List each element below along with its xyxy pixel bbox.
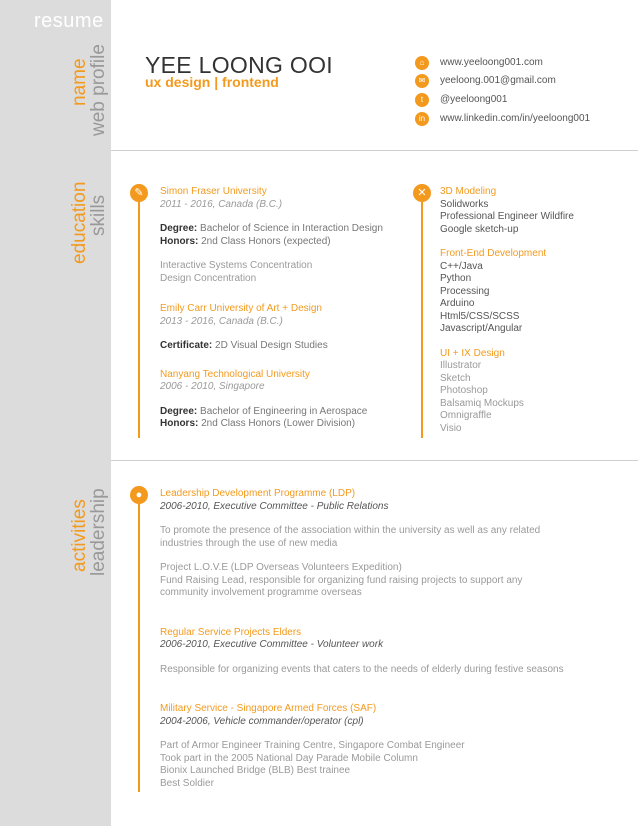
contact-web-text[interactable]: www.yeeloong001.com bbox=[440, 57, 543, 68]
concentration: Design Concentration bbox=[160, 272, 257, 284]
school-dates: 2006 - 2010, Singapore bbox=[160, 381, 265, 392]
degree: Bachelor of Science in Interaction Design bbox=[200, 223, 383, 234]
side-label-leadership: leadership bbox=[88, 488, 109, 576]
school-name: Simon Fraser University bbox=[160, 186, 267, 197]
twitter-icon: t bbox=[415, 93, 429, 107]
skills-list bbox=[440, 186, 630, 435]
skill-item: Sketch bbox=[440, 372, 471, 384]
contact-twitter-text[interactable]: @yeeloong001 bbox=[440, 94, 508, 105]
side-label-skills: skills bbox=[88, 194, 109, 236]
concentration: Interactive Systems Concentration bbox=[160, 260, 313, 271]
contact-email-text[interactable]: yeeloong.001@gmail.com bbox=[440, 75, 556, 86]
honors: 2nd Class Honors (Lower Division) bbox=[201, 418, 356, 429]
degree: Bachelor of Engineering in Aerospace bbox=[200, 405, 368, 417]
skill-item: Javascript/Angular bbox=[440, 323, 523, 334]
activity-desc: Took part in the 2005 National Day Parade Mobile Column bbox=[160, 752, 418, 764]
skill-item: Html5/CSS/SCSS bbox=[440, 310, 520, 322]
web-icon: ⌂ bbox=[415, 56, 429, 70]
activity-title: Leadership Development Programme (LDP) bbox=[160, 488, 356, 499]
linkedin-icon: in bbox=[415, 112, 429, 126]
activity-project: community involvement programme overseas bbox=[160, 587, 362, 598]
email-icon: ✉ bbox=[415, 74, 429, 88]
activity-role: 2006-2010, Executive Committee - Public Relations bbox=[160, 500, 389, 512]
skill-item: Photoshop bbox=[440, 385, 488, 396]
divider-2 bbox=[111, 460, 638, 461]
activity-role: 2006-2010, Executive Committee - Volunteer work bbox=[160, 639, 384, 650]
skills-line bbox=[421, 184, 423, 438]
skill-group-title: 3D Modeling bbox=[440, 186, 497, 197]
skill-item: Python bbox=[440, 273, 472, 284]
activities-list bbox=[160, 488, 630, 790]
skill-group-title: Front-End Development bbox=[440, 248, 547, 259]
education-list: Simon Fraser University 2011 - 2016, Canada (B.C.) Degree: Bachelor of Science in Interaction Design Honors: 2nd Class Honors (expected) Interactive Systems Concentration Design Concentration Emily Carr University of Art + Design 2013 - 2016, Canada (B.C.) Certificate: 2D Visual Design Studies Nanyang Technological University 2006 - 2010, Singapore Degree: Bachelor of Engineering in Aerospace Honors: 2nd Class Honors (Lower Division) bbox=[160, 186, 410, 431]
divider-1 bbox=[111, 150, 638, 151]
activity-desc: Best Soldier bbox=[160, 777, 214, 789]
certificate: 2D Visual Design Studies bbox=[215, 340, 328, 351]
skill-group-title: UI + IX Design bbox=[440, 347, 505, 359]
school-dates: 2013 - 2016, Canada (B.C.) bbox=[160, 315, 283, 327]
contact-linkedin-text[interactable]: www.linkedin.com/in/yeeloong001 bbox=[440, 113, 591, 124]
activity-desc: Part of Armor Engineer Training Centre, Singapore Combat Engineer bbox=[160, 740, 465, 751]
activity-desc: To promote the presence of the association within the university as well as any related bbox=[160, 525, 541, 536]
education-line bbox=[138, 184, 140, 438]
side-label-activities: activities bbox=[69, 499, 90, 572]
activity-title: Regular Service Projects Elders bbox=[160, 626, 302, 638]
activity-desc: Responsible for organizing events that caters to the needs of elderly during festive seasons bbox=[160, 663, 564, 675]
school-name: Nanyang Technological University bbox=[160, 368, 310, 380]
skill-item: Visio bbox=[440, 422, 462, 434]
honors: 2nd Class Honors (expected) bbox=[201, 235, 331, 247]
skill-item: Balsamiq Mockups bbox=[440, 397, 524, 409]
activity-desc: Bionix Launched Bridge (BLB) Best trainee bbox=[160, 765, 351, 776]
activity-project: Project L.O.V.E (LDP Overseas Volunteers Expedition) bbox=[160, 562, 402, 573]
pencil-icon: ✎ bbox=[130, 184, 148, 202]
school-dates: 2011 - 2016, Canada (B.C.) bbox=[160, 198, 283, 210]
skill-item: Processing bbox=[440, 285, 490, 297]
tagline: ux design | frontend bbox=[145, 74, 279, 90]
side-label-name: name bbox=[69, 58, 90, 106]
group-icon: ● bbox=[130, 486, 148, 504]
document-label: resume bbox=[34, 10, 104, 32]
skill-item: Omnigraffle bbox=[440, 410, 492, 421]
activity-title: Military Service - Singapore Armed Forces (SAF) bbox=[160, 703, 377, 714]
tools-icon: ✕ bbox=[413, 184, 431, 202]
skill-item: Google sketch-up bbox=[440, 223, 519, 235]
skill-item: Professional Engineer Wildfire bbox=[440, 211, 574, 222]
activity-project: Fund Raising Lead, responsible for organizing fund raising projects to support any bbox=[160, 574, 523, 586]
skill-item: Illustrator bbox=[440, 360, 482, 371]
side-label-education: education bbox=[69, 181, 90, 264]
skill-item: Solidworks bbox=[440, 198, 489, 210]
skill-item: Arduino bbox=[440, 298, 475, 309]
person-name: YEE LOONG OOI bbox=[145, 52, 333, 78]
activity-role: 2004-2006, Vehicle commander/operator (cpl) bbox=[160, 715, 364, 727]
side-label-web-profile: web profile bbox=[88, 44, 109, 136]
skill-item: C++/Java bbox=[440, 260, 483, 272]
activities-line bbox=[138, 486, 140, 792]
activity-desc: industries through the use of new media bbox=[160, 537, 338, 549]
school-name: Emily Carr University of Art + Design bbox=[160, 303, 322, 314]
